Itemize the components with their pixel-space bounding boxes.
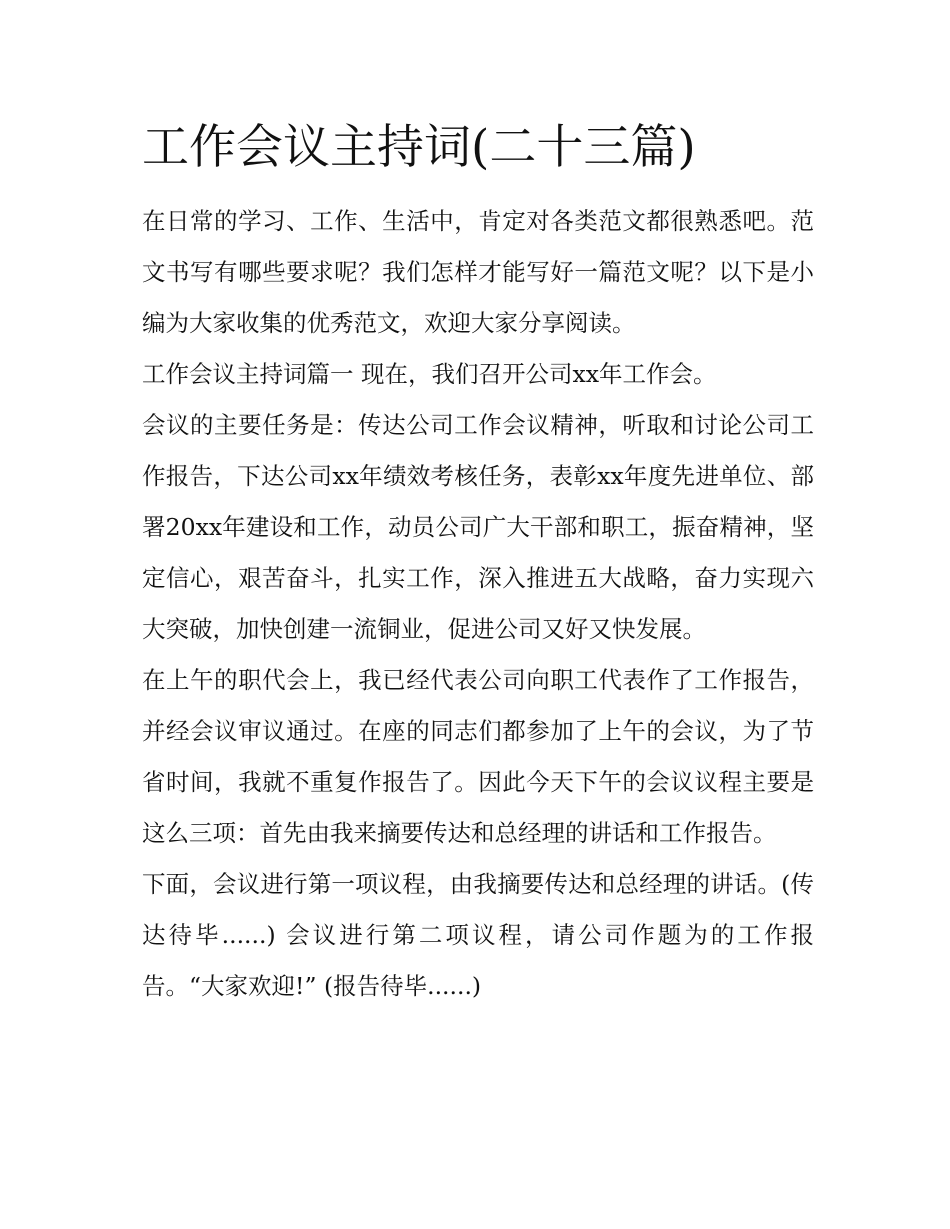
paragraph-tasks: 会议的主要任务是：传达公司工作会议精神，听取和讨论公司工作报告，下达公司xx年绩效考核任务，表彰xx年度先进单位、部署20xx年建设和工作，动员公司广大干部和职工，振奋精神，坚定信心，艰苦奋斗，扎实工作，深入推进五大战略，奋力实现六大突破，加快创建一流铜业，促进公司又好又快发展。 [142,411,814,643]
document-page [142,112,814,1012]
document-title: 工作会议主持词(二十三篇) [142,120,696,175]
paragraph-agenda: 下面，会议进行第一项议程，由我摘要传达和总经理的讲话。(传达待毕......) 会议进行第二项议程，请公司作题为的工作报告。“大家欢迎!” (报告待毕......) [142,870,814,1000]
paragraph-intro: 在日常的学习、工作、生活中，肯定对各类范文都很熟悉吧。范文书写有哪些要求呢？我们怎样才能写好一篇范文呢？以下是小编为大家收集的优秀范文，欢迎大家分享阅读。 [142,207,814,337]
paragraph-morning-meeting: 在上午的职代会上，我已经代表公司向职工代表作了工作报告，并经会议审议通过。在座的同志们都参加了上午的会议，为了节省时间，我就不重复作报告了。因此今天下午的会议议程主要是这么三项：首先由我来摘要传达和总经理的讲话和工作报告。 [142,666,814,847]
paragraph-opening: 工作会议主持词篇一 现在，我们召开公司xx年工作会。 [142,360,717,388]
